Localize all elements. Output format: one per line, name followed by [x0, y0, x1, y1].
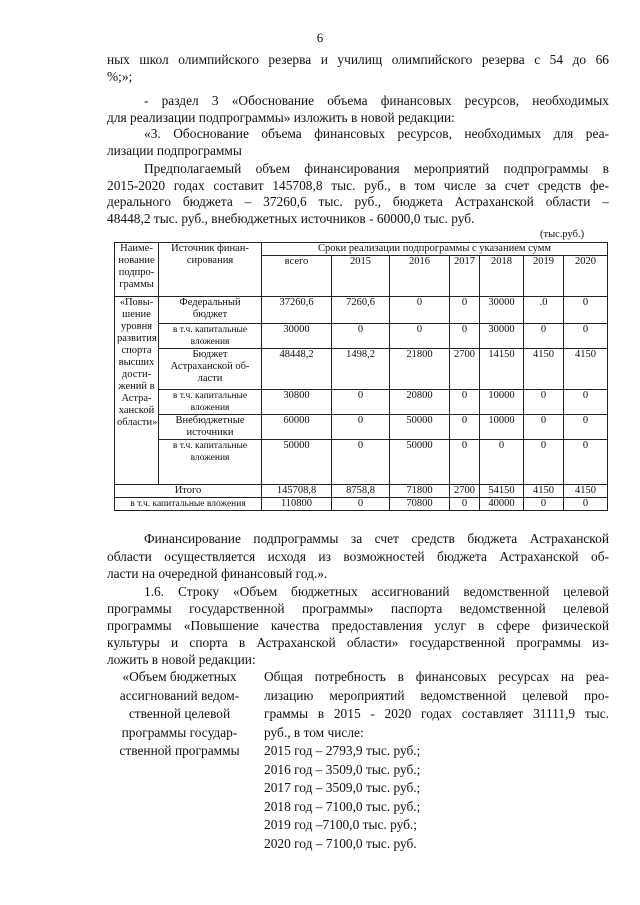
col-header: 2017 [450, 256, 480, 297]
value-cell: 4150 [524, 485, 564, 498]
col-header: 2016 [390, 256, 450, 297]
source-cell: в т.ч. капитальные вложения [159, 440, 262, 485]
header-name: Наиме-нование подпро-граммы [115, 243, 159, 297]
text-line: ласти на очередной финансовый год.». [107, 566, 328, 581]
table-row [115, 415, 608, 440]
value-cell: 30800 [262, 390, 332, 415]
passport-right [264, 668, 609, 853]
value-cell: 0 [524, 415, 564, 440]
value-cell: 145708,8 [262, 485, 332, 498]
value-cell: 0 [450, 415, 480, 440]
value-cell: 70800 [390, 498, 450, 511]
source-cell: Внебюджетные источники [159, 415, 262, 440]
header-source: Источник финан-сирования [159, 243, 262, 297]
capital-label: в т.ч. капитальные вложения [115, 498, 262, 511]
value-cell: 1498,2 [332, 349, 390, 390]
text-line: программы государственной программы» паспорта ведомственной целевой [107, 601, 609, 616]
table-row [115, 349, 608, 390]
text-line: ных школ олимпийского резерва и училищ олимпийского резерва с 54 до 66 [107, 52, 609, 67]
value-cell: 0 [390, 324, 450, 349]
year-line: 2019 год –7100,0 тыс. руб.; [264, 817, 418, 832]
value-cell: 48448,2 [262, 349, 332, 390]
text-line: «3. Обоснование объема финансовых ресурсов, необходимых для реа- [144, 126, 609, 141]
value-cell: 50000 [390, 440, 450, 485]
table-capital-row [115, 498, 608, 511]
value-cell: 0 [450, 440, 480, 485]
table-row [115, 297, 608, 324]
col-header: 2019 [524, 256, 564, 297]
text-line: 48448,2 тыс. руб., внебюджетных источников - 60000,0 тыс. руб. [107, 210, 475, 226]
value-cell: 30000 [480, 324, 524, 349]
value-cell: 0 [332, 390, 390, 415]
value-cell: 8758,8 [332, 485, 390, 498]
text-line: 2015-2020 годах составит 145708,8 тыс. руб., в том числе за счет средств фе- [107, 177, 609, 193]
value-cell: 10000 [480, 390, 524, 415]
value-cell: 110800 [262, 498, 332, 511]
value-cell: .0 [524, 297, 564, 324]
value-cell: 0 [564, 415, 608, 440]
col-header: 2015 [332, 256, 390, 297]
value-cell: 0 [564, 440, 608, 485]
text-line: ственной целевой [128, 706, 231, 721]
financing-table [114, 242, 608, 511]
section3-paragraph [107, 93, 609, 159]
text-line: культуры и спорта в Астраханской области» государственной программы из- [107, 635, 609, 650]
text-line: области осуществляется исходя из возможностей бюджета Астраханской об- [107, 548, 609, 564]
text-line: лизацию мероприятий ведомственной целевой про- [264, 687, 609, 703]
intro-paragraph [107, 52, 609, 85]
value-cell: 50000 [390, 415, 450, 440]
text-line: Финансирование подпрограммы за счет средств бюджета Астраханской [144, 531, 609, 546]
text-line: ственной программы [119, 743, 240, 758]
funding-paragraph [107, 161, 609, 227]
value-cell: 0 [332, 498, 390, 511]
value-cell: 0 [564, 390, 608, 415]
value-cell: 0 [390, 297, 450, 324]
text-line: дерального бюджета – 37260,6 тыс. руб., бюджета Астраханской области – [107, 194, 609, 209]
program-name-cell: «Повы-шение уровня развития спорта высших дости-жений в Астра-ханской области» [115, 297, 159, 485]
value-cell: 0 [480, 440, 524, 485]
text-line: «Объем бюджетных [122, 669, 237, 684]
value-cell: 0 [524, 390, 564, 415]
value-cell: 10000 [480, 415, 524, 440]
text-line: - раздел 3 «Обоснование объема финансовых ресурсов, необходимых [144, 93, 609, 108]
value-cell: 20800 [390, 390, 450, 415]
text-line: программы государ- [121, 724, 238, 740]
value-cell: 71800 [390, 485, 450, 498]
col-header: 2020 [564, 256, 608, 297]
value-cell: 0 [450, 390, 480, 415]
value-cell: 14150 [480, 349, 524, 390]
year-line: 2016 год – 3509,0 тыс. руб.; [264, 761, 421, 777]
text-line: 1.6. Строку «Объем бюджетных ассигнований ведомственной целевой [144, 584, 609, 599]
value-cell: 30000 [262, 324, 332, 349]
page-number: 6 [316, 30, 324, 45]
value-cell: 60000 [262, 415, 332, 440]
value-cell: 2700 [450, 485, 480, 498]
table-row [115, 440, 608, 485]
year-line: 2018 год – 7100,0 тыс. руб.; [264, 798, 421, 814]
passport-left [107, 668, 252, 761]
year-line: 2017 год – 3509,0 тыс. руб.; [264, 780, 421, 795]
value-cell: 50000 [262, 440, 332, 485]
value-cell: 30000 [480, 297, 524, 324]
value-cell: 7260,6 [332, 297, 390, 324]
table-header-row [115, 243, 608, 256]
text-line: ассигнований ведом- [119, 687, 240, 703]
value-cell: 0 [450, 498, 480, 511]
value-cell: 4150 [524, 349, 564, 390]
text-line: Общая потребность в финансовых ресурсах на реа- [264, 669, 609, 684]
value-cell: 0 [450, 324, 480, 349]
source-cell: в т.ч. капитальные вложения [159, 324, 262, 349]
year-line: 2020 год – 7100,0 тыс. руб. [264, 835, 417, 851]
text-line: программы «Повышение качества предоставления услуг в сфере физической [107, 618, 609, 633]
col-header: всего [262, 256, 332, 297]
value-cell: 54150 [480, 485, 524, 498]
value-cell: 40000 [480, 498, 524, 511]
value-cell: 21800 [390, 349, 450, 390]
value-cell: 0 [524, 440, 564, 485]
source-cell: в т.ч. капитальные вложения [159, 390, 262, 415]
source-cell: Федеральный бюджет [159, 297, 262, 324]
text-line: лизации подпрограммы [107, 142, 242, 158]
text-line: руб., в том числе: [264, 724, 364, 740]
value-cell: 0 [524, 498, 564, 511]
value-cell: 4150 [564, 485, 608, 498]
value-cell: 0 [564, 297, 608, 324]
total-label: Итого [115, 485, 262, 498]
value-cell: 0 [332, 440, 390, 485]
value-cell: 0 [450, 297, 480, 324]
value-cell: 0 [524, 324, 564, 349]
value-cell: 0 [332, 324, 390, 349]
text-line: граммы в 2015 - 2020 годах составляет 31111,9 тыс. [264, 706, 609, 721]
year-line: 2015 год – 2793,9 тыс. руб.; [264, 743, 421, 758]
text-line: ложить в новой редакции: [107, 652, 256, 667]
header-period: Сроки реализации подпрограммы с указанием сумм [262, 243, 608, 256]
table-unit: (тыс.руб.) [540, 229, 585, 240]
table-row [115, 324, 608, 349]
table-total-row [115, 485, 608, 498]
value-cell: 37260,6 [262, 297, 332, 324]
text-line: Предполагаемый объем финансирования мероприятий подпрограммы в [144, 161, 609, 176]
value-cell: 0 [564, 324, 608, 349]
source-cell: Бюджет Астраханской об-ласти [159, 349, 262, 390]
col-header: 2018 [480, 256, 524, 297]
item16-paragraph [107, 583, 609, 668]
value-cell: 2700 [450, 349, 480, 390]
table-row [115, 390, 608, 415]
text-line: %;»; [107, 68, 133, 84]
after-table-paragraph [107, 530, 609, 583]
value-cell: 4150 [564, 349, 608, 390]
text-line: для реализации подпрограммы» изложить в новой редакции: [107, 109, 455, 125]
value-cell: 0 [332, 415, 390, 440]
value-cell: 0 [564, 498, 608, 511]
